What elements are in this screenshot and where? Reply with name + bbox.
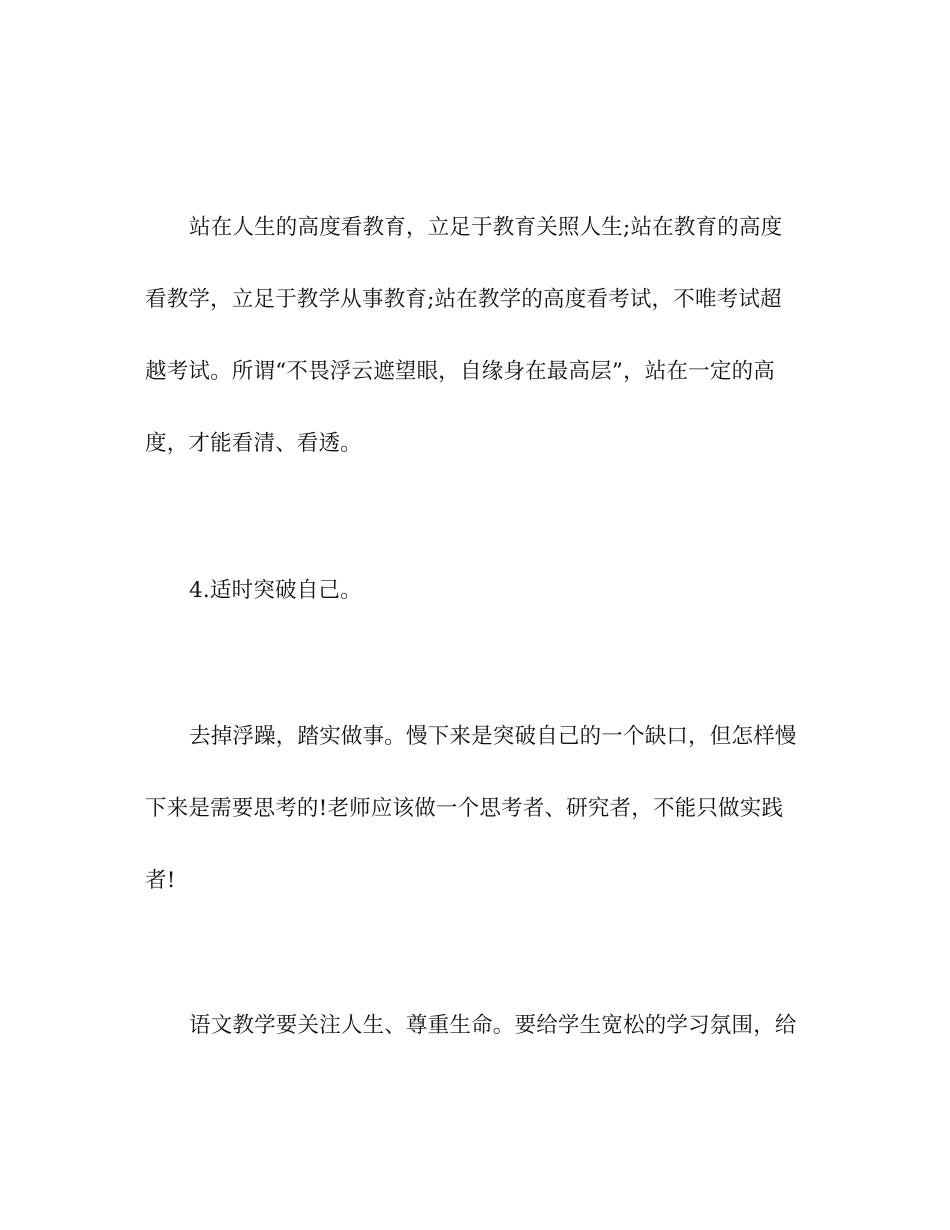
- paragraph-chinese-teaching: 语文教学要关注人生、尊重生命。要给学生宽松的学习氛围，给: [189, 1013, 797, 1038]
- paragraph-slow-down: 去掉浮躁，踏实做事。慢下来是突破自己的一个缺口，但怎样慢 下来是需要思考的!老师应该做一个思考者、研究者，不能只做实践 者!: [145, 724, 797, 893]
- paragraph-perspective: 站在人生的高度看教育，立足于教育关照人生;站在教育的高度 看教学，立足于教学从事教育;站在教学的高度看考试，不唯考试超 越考试。所谓“不畏浮云遮望眼，自缘身在最高层”，站在一定的高 度，才能看清、看透。: [145, 215, 783, 456]
- section-heading-breakthrough: 4.适时突破自己。: [189, 578, 362, 603]
